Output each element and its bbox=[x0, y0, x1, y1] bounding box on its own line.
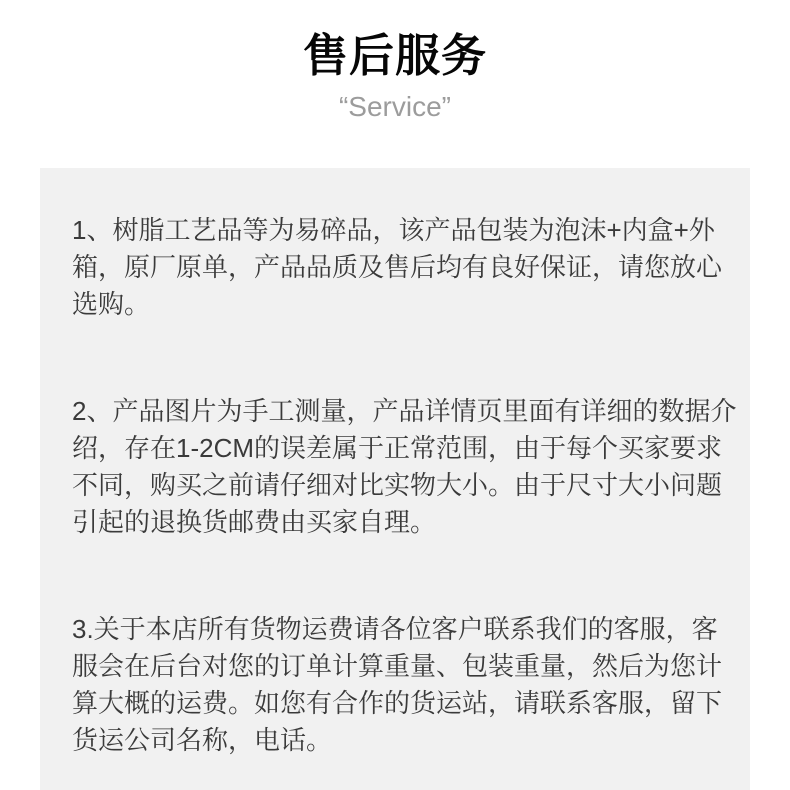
service-note-measurement-tolerance: 2、产品图片为手工测量，产品详情页里面有详细的数据介绍，存在1-2CM的误差属于正常范围，由于每个买家要求不同，购买之前请仔细对比实物大小。由于尺寸大小问题引起的退换货邮费由买家自理。 bbox=[72, 396, 737, 537]
page-subtitle: “Service” bbox=[338, 91, 451, 122]
service-note-fragile-packaging: 1、树脂工艺品等为易碎品，该产品包装为泡沫+内盒+外箱，原厂原单，产品品质及售后均有良好保证，请您放心选购。 bbox=[72, 215, 723, 319]
page-title: 售后服务 bbox=[302, 30, 487, 81]
service-notes-panel bbox=[40, 168, 750, 790]
service-note-shipping-fee: 3.关于本店所有货物运费请各位客户联系我们的客服，客服会在后台对您的订单计算重量、包装重量，然后为您计算大概的运费。如您有合作的货运站，请联系客服，留下货运公司名称，电话。 bbox=[72, 614, 723, 755]
after-sales-service-section bbox=[0, 30, 790, 790]
